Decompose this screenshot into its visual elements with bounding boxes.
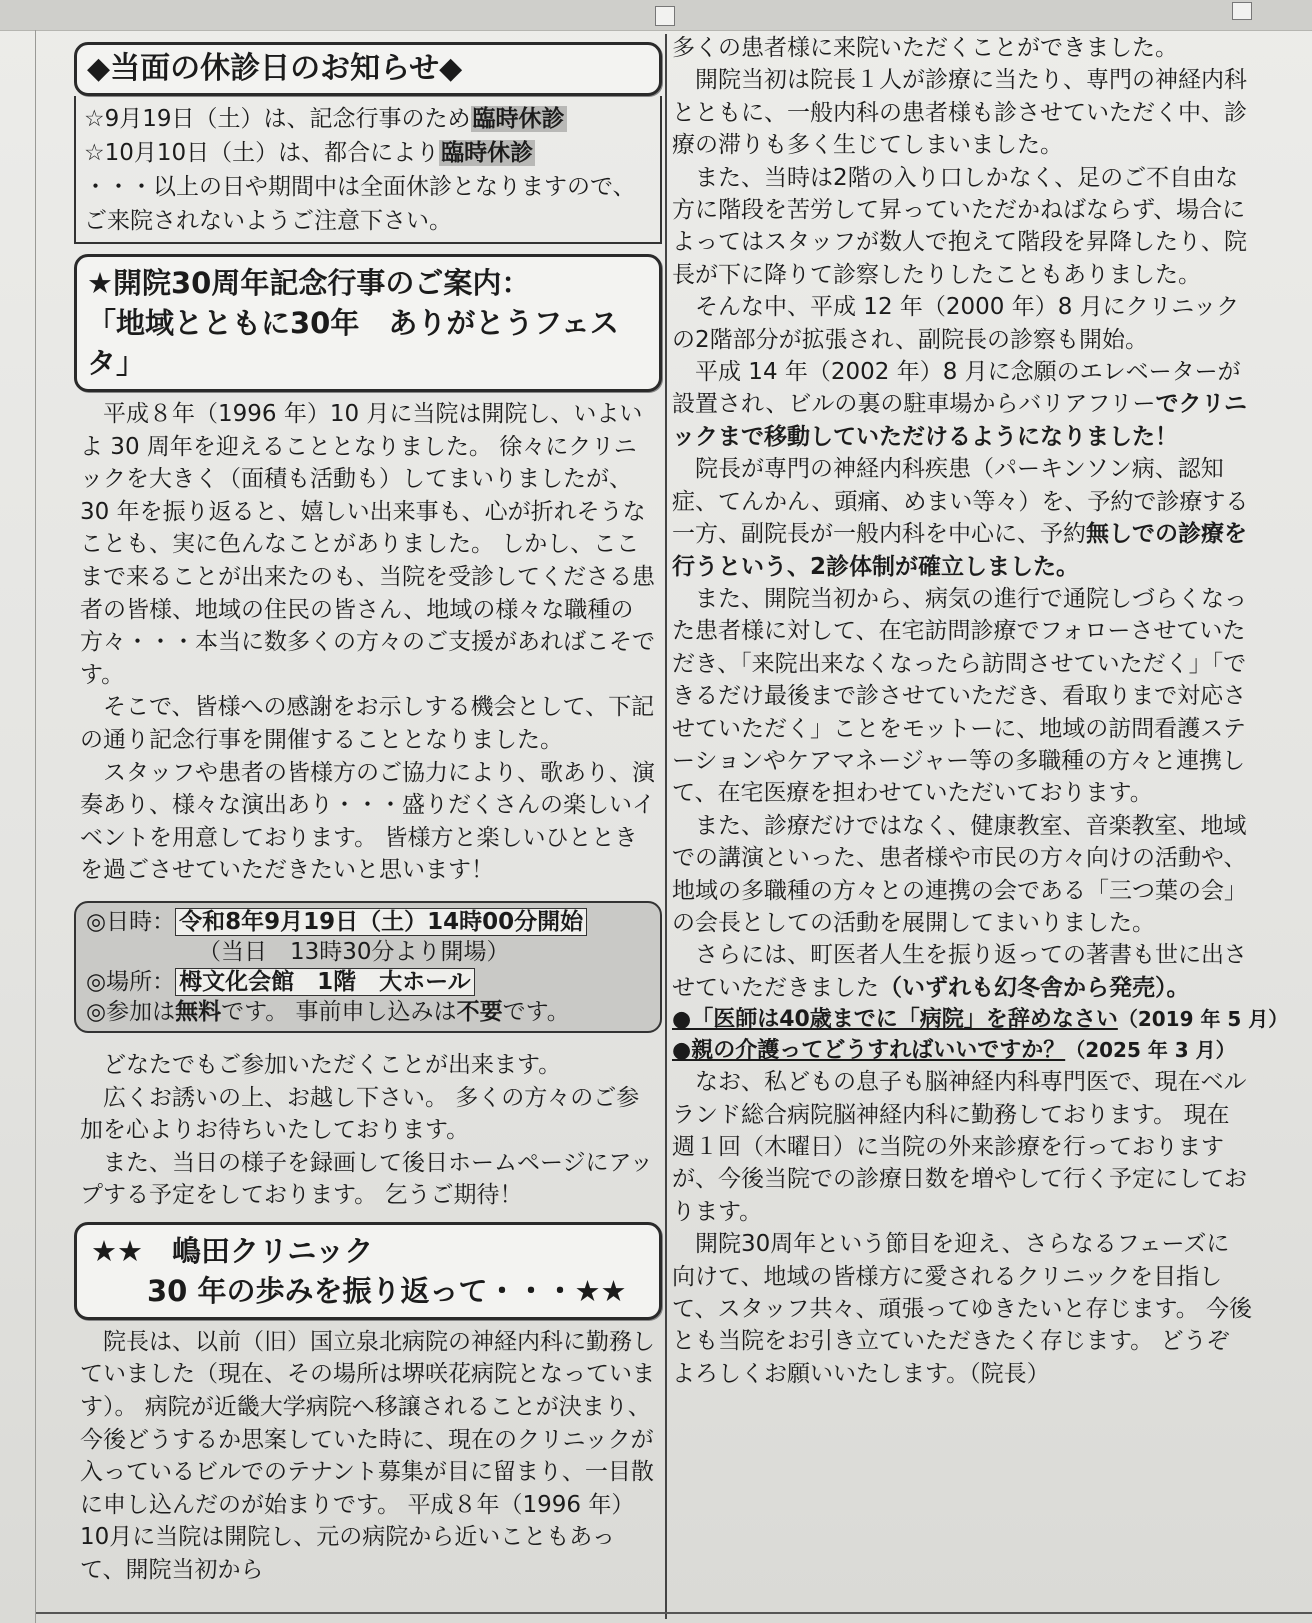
paragraph: また、当時は2階の入り口しかなく、足のご不自由な方に階段を苦労して昇っていただかねばならず、場合によってはスタッフが数人で抱えて階段を昇降したり、院長が下に降りて診察したりしたこともありました。	[672, 164, 1247, 288]
event-header-line-1: ★開院30周年記念行事のご案内：	[87, 266, 531, 300]
paragraph: 広くお誘いの上、お越し下さい。 多くの方々のご参加を心よりお待ちいたしております。	[80, 1084, 640, 1144]
event-fee: ◎参加は無料です。 事前申し込みは不要です。	[86, 998, 570, 1025]
paragraph: 院長は、以前（旧）国立泉北病院の神経内科に勤務していました（現在、その場所は堺咲花病院となっています）。 病院が近畿大学病院へ移譲されることが決まり、今後どうするか思案していた時に、現在のクリニックが入っているビルでのテナント募集が目に留まり、一目散に申し込んだのが始まりです。 平成８年（1996 年）10月に当院は開院し、元の病院から近いこともあって、開院当初から	[80, 1328, 655, 1584]
ruler-marker-icon[interactable]	[655, 6, 675, 26]
paragraph: なお、私どもの息子も脳神経内科専門医で、現在ベルランド総合病院脳神経内科に勤務しております。 現在週１回（木曜日）に当院の外来診療を行っておりますが、今後当院での診療日数を増やして行く予定にしております。	[672, 1069, 1247, 1225]
paragraph: そこで、皆様への感謝をお示しする機会として、下記の通り記念行事を開催することとなりました。	[80, 694, 655, 753]
paragraph: 多くの患者様に来院いただくことができました。	[672, 35, 1178, 61]
notice-line-4: ご来院されないようご注意下さい。	[84, 208, 452, 234]
book-item: ●「医師は40歳までに「病院」を辞めなさい（2019 年 5 月）	[672, 1007, 1289, 1033]
history-header-line-2: 30 年の歩みを振り返って・・・★★	[147, 1273, 627, 1308]
place-value: 栂文化会館 1階 大ホール	[175, 968, 475, 996]
paragraph: また、診療だけではなく、健康教室、音楽教室、地域での講演といった、患者様や市民の方々向けの活動や、地域の多職種の方々との連携の会である「三つ葉の会」の会長としての活動を展開してまいりました。	[672, 812, 1247, 936]
event-header	[74, 254, 662, 392]
notice-line-2: ☆10月10日（土）は、都合により臨時休診	[84, 140, 534, 166]
highlight-closure: 臨時休診	[441, 140, 534, 166]
history-header-line-1: ★★ 嶋田クリニック	[91, 1233, 374, 1268]
paragraph: 院長が専門の神経内科疾患（パーキンソン病、認知症、てんかん、頭痛、めまい等々）を、予約で診療する一方、副院長が一般内科を中心に、予約無しでの診療を行うという、2診体制が確立しました。	[672, 456, 1249, 580]
notice-title: ◆当面の休診日のお知らせ◆	[74, 42, 662, 96]
paragraph: そんな中、平成 12 年（2000 年）8 月にクリニックの2階部分が拡張され、副院長の診察も開始。	[672, 294, 1240, 353]
paragraph: 平成 14 年（2002 年）8 月に念願のエレベーターが設置され、ビルの裏の駐車場からバリアフリーでクリニックまで移動していただけるようになりました！	[672, 359, 1248, 450]
notice-line-1: ☆9月19日（土）は、記念行事のため臨時休診	[84, 106, 565, 132]
paragraph: さらには、町医者人生を振り返っての著書も世に出させていただきました（いずれも幻冬舎から発売）。	[672, 942, 1247, 1001]
paragraph: 平成８年（1996 年）10 月に当院は開院し、いよいよ 30 周年を迎えることとなりました。 徐々にクリニックを大きく（面積も活動も）してまいりましたが、30 年を振り返ると、嬉しい出来事も、心が折れそうなことも、実に色んなことがありました。 しかし、ここまで来ることが出来たのも、当院を受診してくださる患者の皆様、地域の住民の皆さん、地域の様々な職種の方々・・・本当に数多くの方々のご支援があればこそです。	[80, 401, 655, 688]
toolbar-strip	[0, 0, 1312, 31]
paragraph: 開院30周年という節目を迎え、さらなるフェーズに向けて、地域の皆様方に愛されるクリニックを目指して、スタッフ共々、頑張ってゆきたいと存じます。 今後とも当院をお引き立ていただきたく存じます。 どうぞよろしくお願いいたします。（院長）	[672, 1231, 1253, 1387]
page-margin-line	[35, 30, 36, 1623]
highlight-closure: 臨時休診	[472, 106, 565, 132]
paragraph: また、開院当初から、病気の進行で通院しづらくなった患者様に対して、在宅訪問診療でフォローさせていただき、「来院出来なくなったら訪問させていただく」「できるだけ最後まで診させていただき、看取りまで対応させていただく」ことをモットーに、地域の訪問看護ステーションやケアマネージャー等の多職種の方々と連携して、在宅医療を担わせていただいております。	[672, 585, 1247, 807]
history-text	[74, 1320, 662, 1587]
right-column	[672, 32, 1289, 1390]
left-column	[74, 32, 662, 1587]
intro-text	[74, 392, 662, 887]
event-details-box	[74, 901, 662, 1033]
paragraph: どなたでもご参加いただくことが出来ます。	[103, 1051, 562, 1078]
event-datetime: ◎日時： 令和8年9月19日（土）14時00分開始	[86, 907, 650, 937]
paragraph: 開院当初は院長１人が診療に当たり、専門の神経内科とともに、一般内科の患者様も診させていただく中、診療の滞りも多く生じてしまいました。	[672, 67, 1247, 159]
paragraph: スタッフや患者の皆様方のご協力により、歌あり、演奏あり、様々な演出あり・・・盛りだくさんの楽しいイベントを用意しております。 皆様方と楽しいひとときを過ごさせていただきたいと思います！	[80, 759, 655, 884]
event-opening: （当日 13時30分より開場）	[198, 938, 510, 965]
event-header-line-2: 「地域とともに30年 ありがとうフェスタ」	[87, 306, 619, 380]
page-bottom-line	[36, 1612, 1312, 1614]
ruler-end-icon[interactable]	[1232, 2, 1252, 20]
column-divider	[665, 34, 667, 1619]
event-place: ◎場所： 栂文化会館 1階 大ホール	[86, 967, 650, 997]
after-text	[74, 1043, 662, 1212]
paragraph: また、当日の様子を録画して後日ホームページにアップする予定をしております。 乞うご期待！	[80, 1149, 653, 1209]
datetime-value: 令和8年9月19日（土）14時00分開始	[175, 908, 587, 936]
history-header	[74, 1222, 662, 1320]
notice-box	[74, 96, 662, 244]
book-item: ●親の介護ってどうすればいいですか？（2025 年 3 月）	[672, 1038, 1236, 1064]
notice-line-3: ・・・以上の日や期間中は全面休診となりますので、	[84, 174, 636, 200]
